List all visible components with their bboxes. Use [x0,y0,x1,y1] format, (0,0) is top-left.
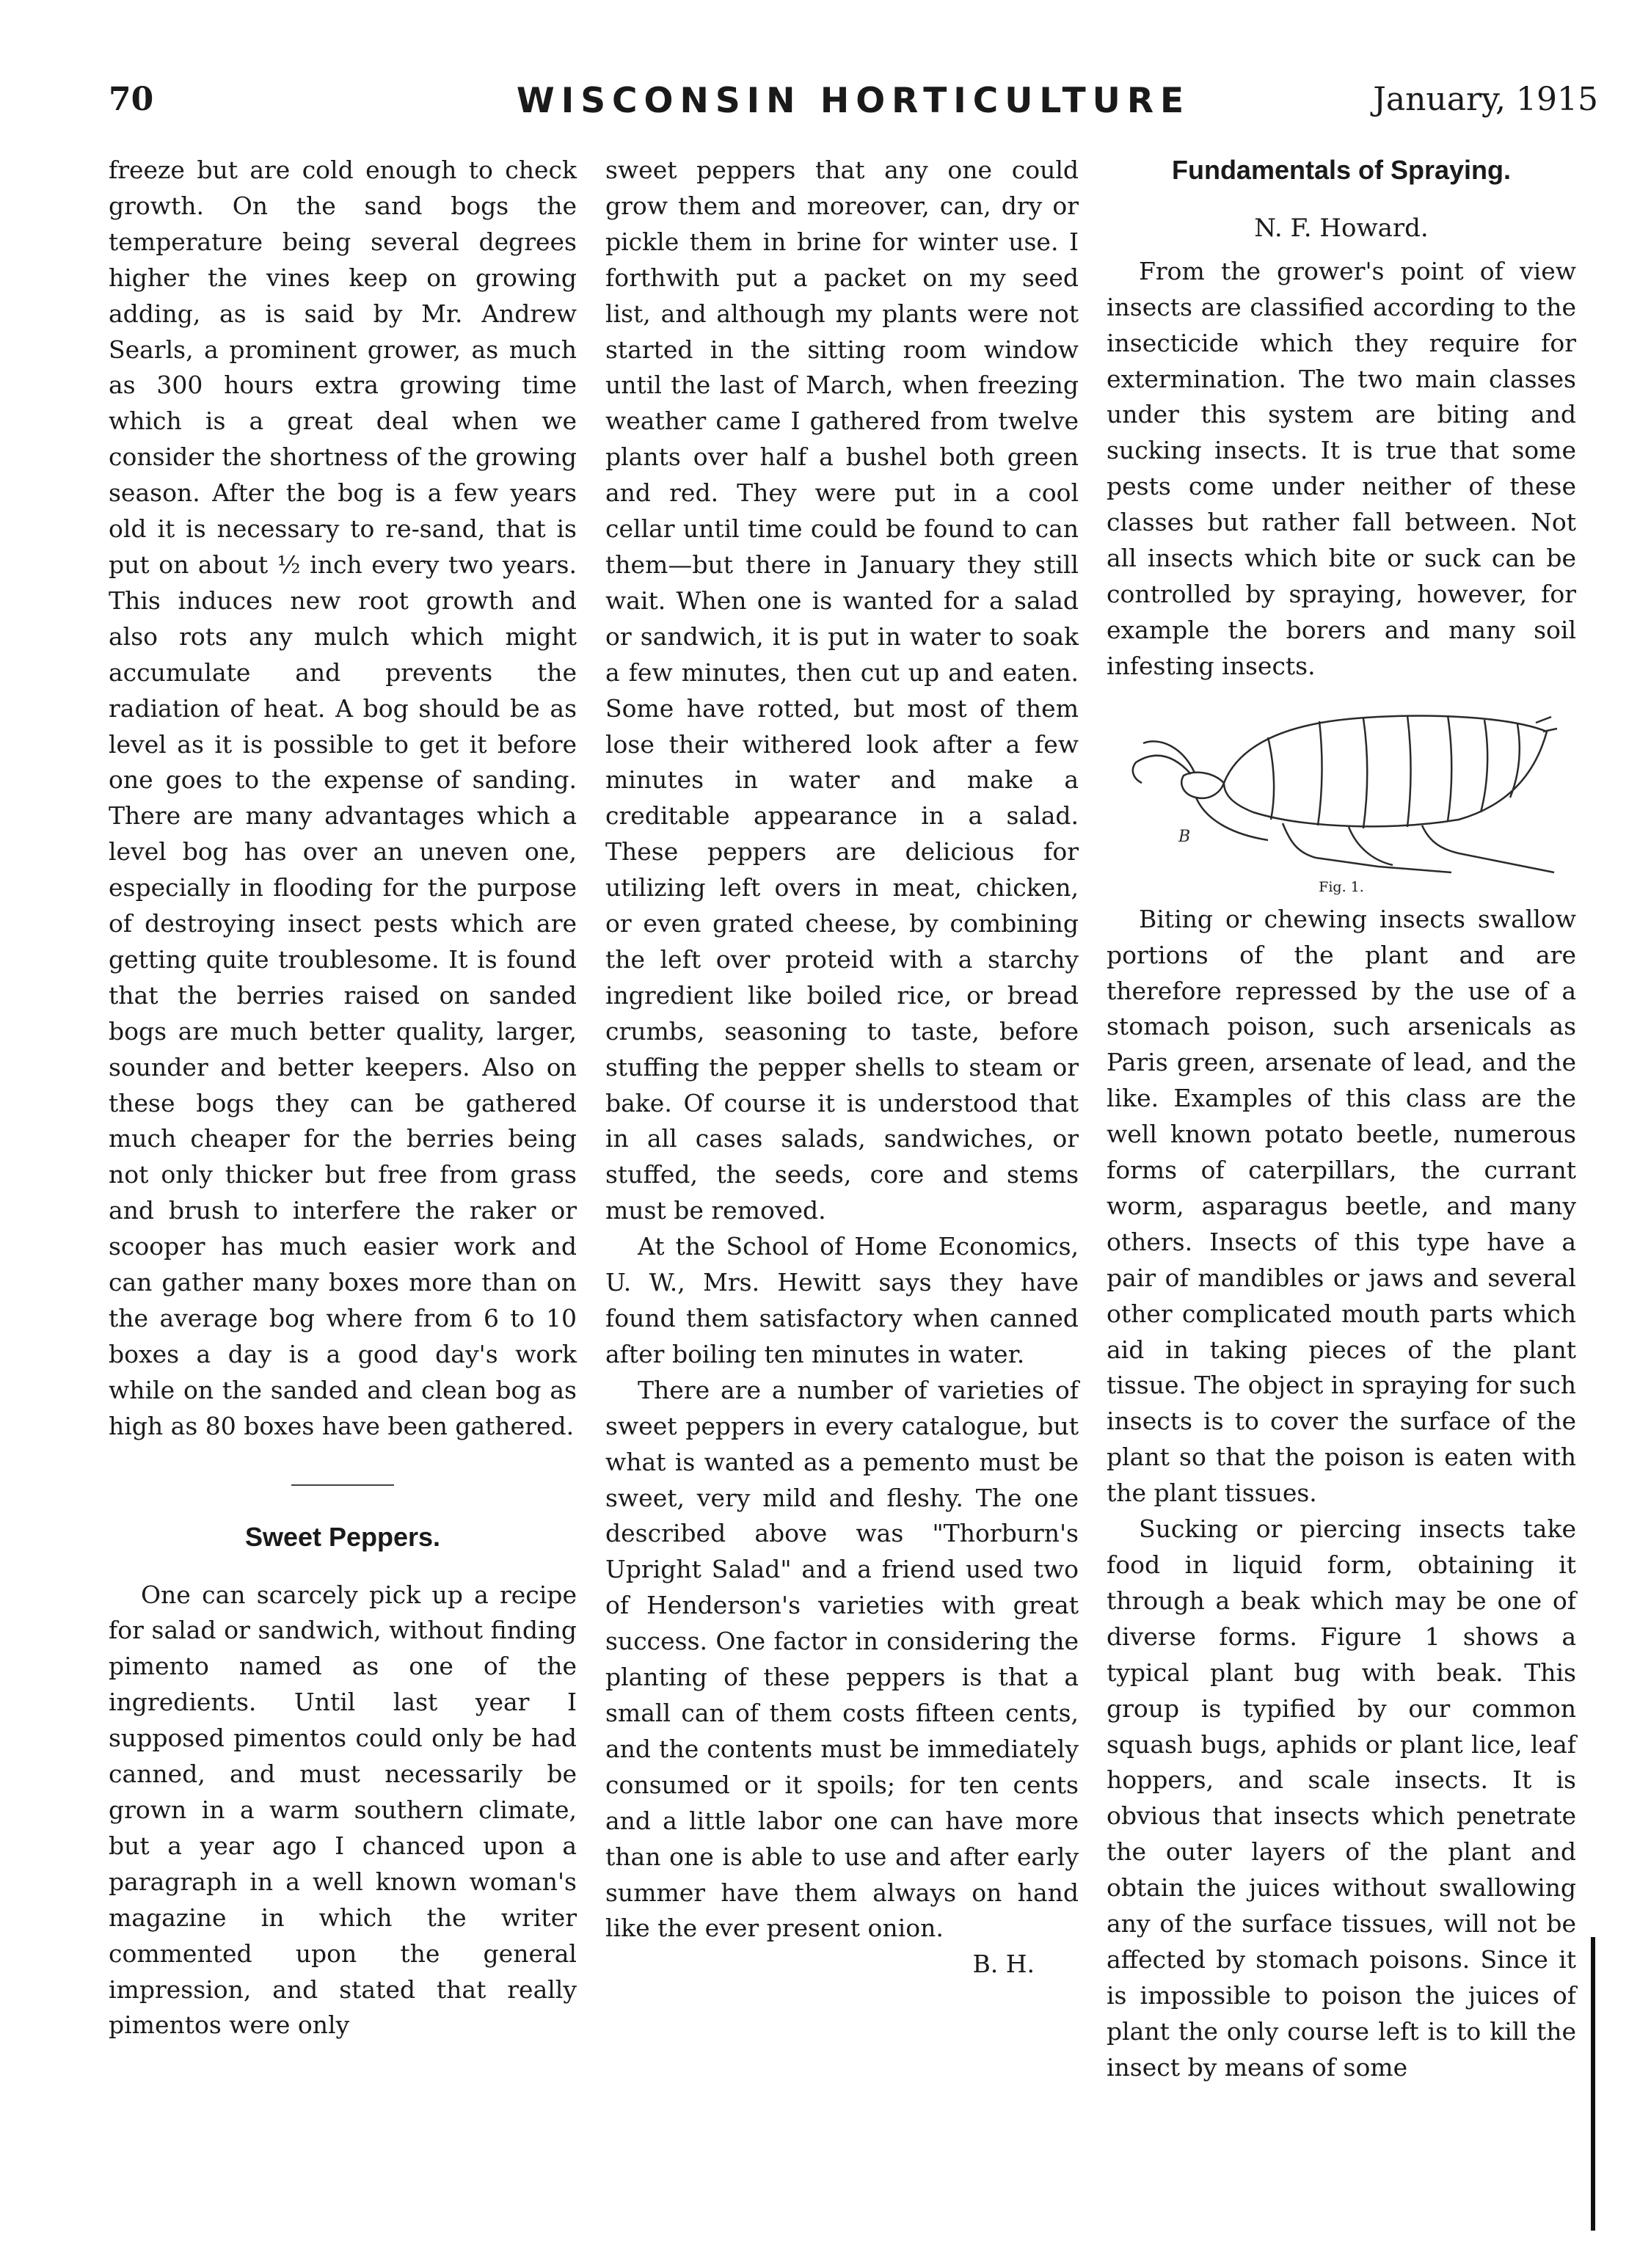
journal-title: WISCONSIN HORTICULTURE [516,81,1191,121]
running-header [109,81,1598,132]
section-divider [291,1484,394,1486]
spraying-paragraph-sucking-insects: Sucking or piercing insects take food in liquid form, obtaining it through a beak which may be one of diverse forms. Figure 1 shows a typical plant bug with beak. This group is typified by our common squash bugs, aphids or plant lice, leaf hoppers, and scale insects. It is obvious that insects which penetrate the outer layers of the plant and obtain the juices without swallowing any of the surface tissues, will not be affected by stomach poisons. Since it is impossible to poison the juices of plant the only course left is to kill the insect by means of some [1107,1514,1576,2082]
figure-letter-label: B [1178,827,1191,846]
plant-bug-illustration [1114,702,1569,878]
spraying-article-title: Fundamentals of Spraying. [1171,155,1512,185]
margin-scan-bar [1591,1937,1595,2231]
sweet-peppers-title: Sweet Peppers. [244,1521,441,1552]
figure-caption: Fig. 1. [1319,878,1364,895]
cranberry-article-continuation: freeze but are cold enough to check growth. On the sand bogs the temperature being several degrees higher the vines keep on growing adding, as is said by Mr. Andrew Searls, a prominent grower, as much as 300 hours extra growing time which is a great deal when we consider the shortness of the growing season. After the bog is a few years old it is necessary to re-sand, that is put on about ½ inch every two years. This induces new root growth and also rots any mulch which might accumulate and prevents the radiation of heat. A bog should be as level as it is possible to get it before one goes to the expense of sanding. There are many advantages which a level bog has over an uneven one, especially in flooding for the purpose of destroying insect pests which are getting quite troublesome. It is found that the berries raised on sanded bogs are much better quality, larger, sounder and better keepers. Also on these bogs they can be gathered much cheaper for the berries being not only thicker but free from grass and brush to interfere the raker or scooper has much easier work and can gather many boxes more than on the average bog where from 6 to 10 boxes a day is a good day's work while on the sanded and clean bog as high as 80 boxes have been gathered. [109,156,577,1440]
column-3 [1107,153,1576,2086]
spraying-paragraph-biting-insects: Biting or chewing insects swallow portions of the plant and are therefore repressed by the use of a stomach poison, such arsenicals as Paris green, arsenate of lead, and the like. Examples of this class are the well known potato beetle, numerous forms of caterpillars, the currant worm, asparagus beetle, and many others. Insects of this type have a pair of mandibles or jaws and several other complicated mouth parts which aid in taking pieces of the plant tissue. The object in spraying for such insects is to cover the surface of the plant so that the poison is eaten with the plant tissues. [1107,904,1576,1508]
page-number: 70 [109,81,154,118]
column-2 [605,153,1079,1983]
sweet-peppers-paragraph-1: One can scarcely pick up a recipe for salad or sandwich, without finding pimento named as one of the ingredients. Until last year I supposed pimentos could only be had canned, and must necessarily be grown in a warm southern climate, but a year ago I chanced upon a paragraph in a well known woman's magazine in which the writer commented upon the general impression, and stated that really pimentos were only [109,1580,577,2040]
figure-1 [1107,702,1576,896]
issue-date: January, 1915 [1373,81,1598,118]
sweet-peppers-paragraph-home-economics: At the School of Home Economics, U. W., Mrs. Hewitt says they have found them satisfactory when canned after boiling ten minutes in water. [605,1232,1079,1368]
article-signature: B. H. [972,1950,1035,1979]
sweet-peppers-paragraph-varieties: There are a number of varieties of sweet peppers in every catalogue, but what is wanted as a pemento must be sweet, very mild and fleshy. The one described above was "Thorburn's Upright Salad" and a friend used two of Henderson's varieties with great success. One factor in considering the planting of these peppers is that a small can of them costs fifteen cents, and the contents must be immediately consumed or it spoils; for ten cents and a little labor one can have more than one is able to use and after early summer have them always on hand like the ever present onion. [605,1375,1079,1943]
sweet-peppers-paragraph-continuation: sweet peppers that any one could grow them and moreover, can, dry or pickle them in brine for winter use. I forthwith put a packet on my seed list, and although my plants were not started in the sitting room window until the last of March, when freezing weather came I gathered from twelve plants over half a bushel both green and red. They were put in a cool cellar until time could be found to can them—but there in January they still wait. When one is wanted for a salad or sandwich, it is put in water to soak a few minutes, then cut up and eaten. Some have rotted, but most of them lose their withered look after a few minutes in water and make a creditable appearance in a salad. These peppers are delicious for utilizing left overs in meat, chicken, or even grated cheese, by combining the left over proteid with a starchy ingredient like boiled rice, or bread crumbs, seasoning to taste, before stuffing the pepper shells to steam or bake. Of course it is understood that in all cases salads, sandwiches, or stuffed, the seeds, core and stems must be removed. [605,156,1079,1225]
spraying-paragraph-1: From the grower's point of view insects are classified according to the insecticide which they require for extermination. The two main classes under this system are biting and sucking insects. It is true that some pests come under neither of these classes but rather fall between. Not all insects which bite or suck can be controlled by spraying, however, for example the borers and many soil infesting insects. [1107,256,1576,680]
column-1 [109,153,577,2043]
spraying-article-author: N. F. Howard. [1254,213,1429,243]
